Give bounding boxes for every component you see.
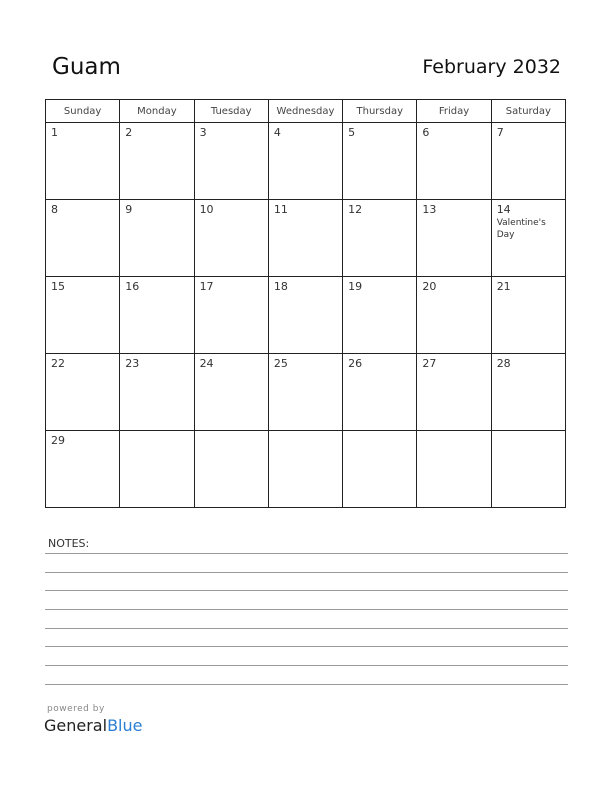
weekday-thursday: Thursday <box>343 100 417 123</box>
day-number: 28 <box>496 357 511 370</box>
calendar-day-cell <box>268 123 342 200</box>
calendar-day-cell <box>120 431 194 508</box>
calendar-day-cell <box>194 277 268 354</box>
day-number: 20 <box>422 280 437 293</box>
calendar-body <box>46 123 566 508</box>
calendar-week-row <box>46 354 566 431</box>
day-number: 17 <box>199 280 214 293</box>
day-number: 27 <box>422 357 437 370</box>
day-number: 18 <box>273 280 288 293</box>
day-number: 19 <box>348 280 363 293</box>
calendar-day-cell <box>46 354 120 431</box>
day-number: 1 <box>51 126 58 139</box>
calendar-day-cell <box>343 200 417 277</box>
calendar-day-cell <box>343 431 417 508</box>
calendar-day-cell <box>268 200 342 277</box>
calendar-day-cell <box>46 123 120 200</box>
calendar-week-row <box>46 200 566 277</box>
weekday-wednesday: Wednesday <box>268 100 342 123</box>
day-number: 13 <box>422 203 437 216</box>
calendar-day-cell <box>417 200 491 277</box>
powered-by-text: powered by <box>47 704 105 714</box>
day-number: 12 <box>348 203 363 216</box>
weekday-friday: Friday <box>417 100 491 123</box>
calendar-day-cell <box>343 123 417 200</box>
day-number: 16 <box>125 280 140 293</box>
calendar-day-cell <box>194 354 268 431</box>
calendar-day-cell <box>194 123 268 200</box>
calendar-day-cell <box>491 277 565 354</box>
calendar-day-cell <box>491 431 565 508</box>
brand-general: General <box>44 716 108 735</box>
calendar-month: February 2032 <box>422 56 561 78</box>
calendar-week-row <box>46 123 566 200</box>
day-number: 2 <box>125 126 133 139</box>
calendar-day-cell <box>268 354 342 431</box>
calendar-day-cell <box>417 354 491 431</box>
day-number <box>269 431 342 434</box>
weekday-sunday: Sunday <box>46 100 120 123</box>
calendar-day-cell <box>417 431 491 508</box>
notes-line <box>45 684 568 685</box>
notes-line <box>45 590 568 591</box>
calendar-day-cell <box>491 354 565 431</box>
day-number <box>195 431 268 434</box>
calendar-day-cell <box>120 354 194 431</box>
day-number: 24 <box>199 357 214 370</box>
day-number: 11 <box>273 203 288 216</box>
calendar-day-cell <box>268 431 342 508</box>
notes-line <box>45 665 568 666</box>
day-number: 7 <box>496 126 504 139</box>
day-number: 21 <box>496 280 511 293</box>
calendar-day-cell <box>268 277 342 354</box>
brand-logo <box>44 716 142 735</box>
calendar-week-row <box>46 277 566 354</box>
calendar-day-cell <box>46 277 120 354</box>
day-number: 3 <box>199 126 207 139</box>
calendar-day-cell <box>46 431 120 508</box>
calendar-day-cell <box>491 123 565 200</box>
notes-line <box>45 609 568 610</box>
weekday-monday: Monday <box>120 100 194 123</box>
notes-line <box>45 572 568 573</box>
calendar-day-cell <box>120 277 194 354</box>
calendar-day-cell <box>417 123 491 200</box>
calendar-week-row <box>46 431 566 508</box>
day-number: 14 <box>496 203 511 216</box>
day-number <box>417 431 490 434</box>
calendar-day-cell <box>194 200 268 277</box>
notes-line <box>45 553 568 554</box>
weekday-header-row <box>46 100 566 123</box>
notes-label: NOTES: <box>48 537 90 550</box>
weekday-saturday: Saturday <box>491 100 565 123</box>
day-number: 15 <box>51 280 65 293</box>
calendar-day-cell <box>491 200 565 277</box>
notes-line <box>45 628 568 629</box>
day-number <box>120 431 193 434</box>
calendar-grid <box>45 99 566 508</box>
holiday-label: Valentine's Day <box>496 218 546 240</box>
calendar-day-cell <box>343 277 417 354</box>
day-number: 23 <box>125 357 140 370</box>
day-number: 26 <box>348 357 363 370</box>
day-number: 10 <box>199 203 214 216</box>
day-number <box>343 431 416 434</box>
calendar-day-cell <box>194 431 268 508</box>
day-number: 9 <box>125 203 133 216</box>
calendar-day-cell <box>343 354 417 431</box>
day-number: 8 <box>51 203 58 216</box>
day-number: 5 <box>348 126 356 139</box>
day-number <box>492 431 565 434</box>
calendar-day-cell <box>120 200 194 277</box>
calendar-day-cell <box>417 277 491 354</box>
notes-line <box>45 646 568 647</box>
calendar-day-cell <box>46 200 120 277</box>
weekday-tuesday: Tuesday <box>194 100 268 123</box>
day-number: 29 <box>51 434 65 447</box>
day-number: 25 <box>273 357 288 370</box>
calendar-title: Guam <box>52 54 121 80</box>
brand-blue: Blue <box>107 716 143 735</box>
day-number: 22 <box>51 357 65 370</box>
calendar-day-cell <box>120 123 194 200</box>
day-number: 4 <box>273 126 281 139</box>
day-number: 6 <box>422 126 430 139</box>
